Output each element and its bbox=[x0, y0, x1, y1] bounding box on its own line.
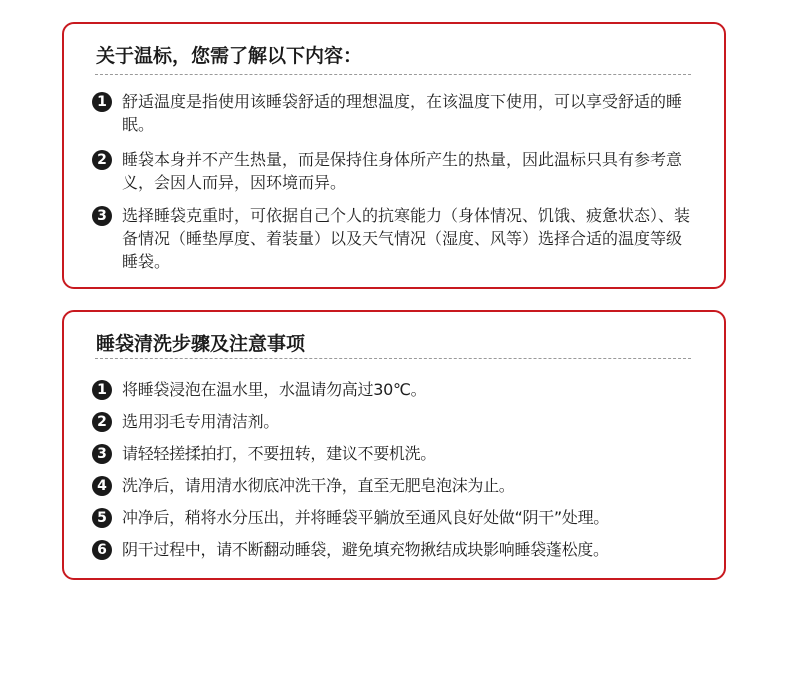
washing-step-5-text: 冲净后，稍将水分压出，并将睡袋平躺放至通风良好处做“阴干”处理。 bbox=[122, 508, 609, 527]
washing-step-3 bbox=[92, 442, 692, 465]
washing-card-title: 睡袋清洗步骤及注意事项 bbox=[96, 333, 306, 355]
temperature-item-2-text: 睡袋本身并不产生热量，而是保持住身体所产生的热量，因此温标只具有参考意义，会因人而异，因环境而异。 bbox=[122, 150, 683, 192]
number-1-icon: 1 bbox=[92, 380, 112, 400]
number-3-icon: 3 bbox=[92, 206, 112, 226]
number-2-icon: 2 bbox=[92, 412, 112, 432]
temperature-card-title: 关于温标，您需了解以下内容： bbox=[96, 45, 363, 67]
temperature-card-divider bbox=[95, 74, 691, 75]
number-2-icon: 2 bbox=[92, 150, 112, 170]
temperature-item-2 bbox=[92, 148, 692, 194]
washing-step-5 bbox=[92, 506, 692, 529]
washing-step-6-text: 阴干过程中，请不断翻动睡袋，避免填充物揪结成块影响睡袋蓬松度。 bbox=[122, 540, 609, 559]
washing-step-2 bbox=[92, 410, 692, 433]
number-3-icon: 3 bbox=[92, 444, 112, 464]
number-5-icon: 5 bbox=[92, 508, 112, 528]
washing-step-1 bbox=[92, 378, 692, 401]
temperature-item-3 bbox=[92, 204, 692, 273]
number-4-icon: 4 bbox=[92, 476, 112, 496]
washing-step-1-text: 将睡袋浸泡在温水里，水温请勿高过30℃。 bbox=[122, 380, 427, 399]
washing-step-4-text: 洗净后，请用清水彻底冲洗干净，直至无肥皂泡沫为止。 bbox=[122, 476, 515, 495]
number-1-icon: 1 bbox=[92, 92, 112, 112]
temperature-info-card bbox=[62, 22, 726, 289]
washing-step-4 bbox=[92, 474, 692, 497]
washing-steps-card bbox=[62, 310, 726, 580]
washing-card-divider bbox=[95, 358, 691, 359]
number-6-icon: 6 bbox=[92, 540, 112, 560]
washing-step-2-text: 选用羽毛专用清洁剂。 bbox=[122, 412, 280, 431]
washing-step-3-text: 请轻轻搓揉拍打，不要扭转，建议不要机洗。 bbox=[122, 444, 437, 463]
temperature-item-3-text: 选择睡袋克重时，可依据自己个人的抗寒能力（身体情况、饥饿、疲惫状态）、装备情况（睡垫厚度、着装量）以及天气情况（湿度、风等）选择合适的温度等级睡袋。 bbox=[122, 206, 691, 271]
temperature-item-1-text: 舒适温度是指使用该睡袋舒适的理想温度，在该温度下使用，可以享受舒适的睡眠。 bbox=[122, 92, 683, 134]
washing-step-6 bbox=[92, 538, 692, 561]
temperature-item-1 bbox=[92, 90, 692, 136]
